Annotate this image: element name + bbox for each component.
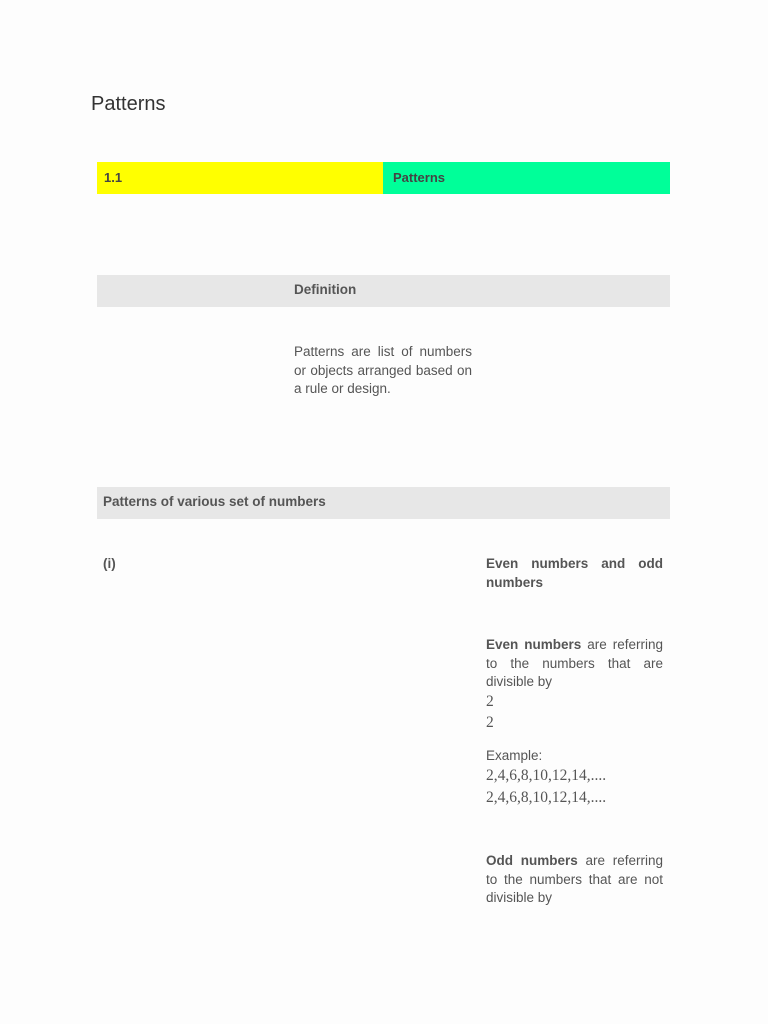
page-title: Patterns	[91, 93, 166, 115]
patterns-of-numbers-header: Patterns of various set of numbers	[97, 487, 670, 519]
odd-numbers-term: Odd numbers	[486, 853, 578, 868]
item-label: (i)	[103, 556, 116, 571]
definition-text: Patterns are list of numbers or objects arranged based on a rule or design.	[294, 344, 472, 396]
even-numbers-paragraph	[486, 636, 663, 692]
section-bar	[97, 162, 670, 194]
even-example-1: 2,4,6,8,10,12,14,....	[486, 767, 607, 784]
even-example-2: 2,4,6,8,10,12,14,....	[486, 789, 607, 806]
definition-header: Definition	[97, 275, 670, 307]
even-divisor-1: 2	[486, 693, 494, 710]
even-divisor-2: 2	[486, 714, 494, 731]
section-name: Patterns	[383, 162, 670, 194]
even-numbers-term: Even numbers	[486, 637, 582, 652]
odd-numbers-text: are referring to the numbers that are not divisible by	[486, 853, 663, 905]
odd-numbers-paragraph	[486, 852, 663, 908]
item-title: Even numbers and odd numbers	[486, 556, 663, 590]
example-label: Example:	[486, 748, 543, 763]
section-number: 1.1	[97, 162, 383, 194]
even-numbers-text: are referring to the numbers that are divisible by	[486, 637, 663, 689]
